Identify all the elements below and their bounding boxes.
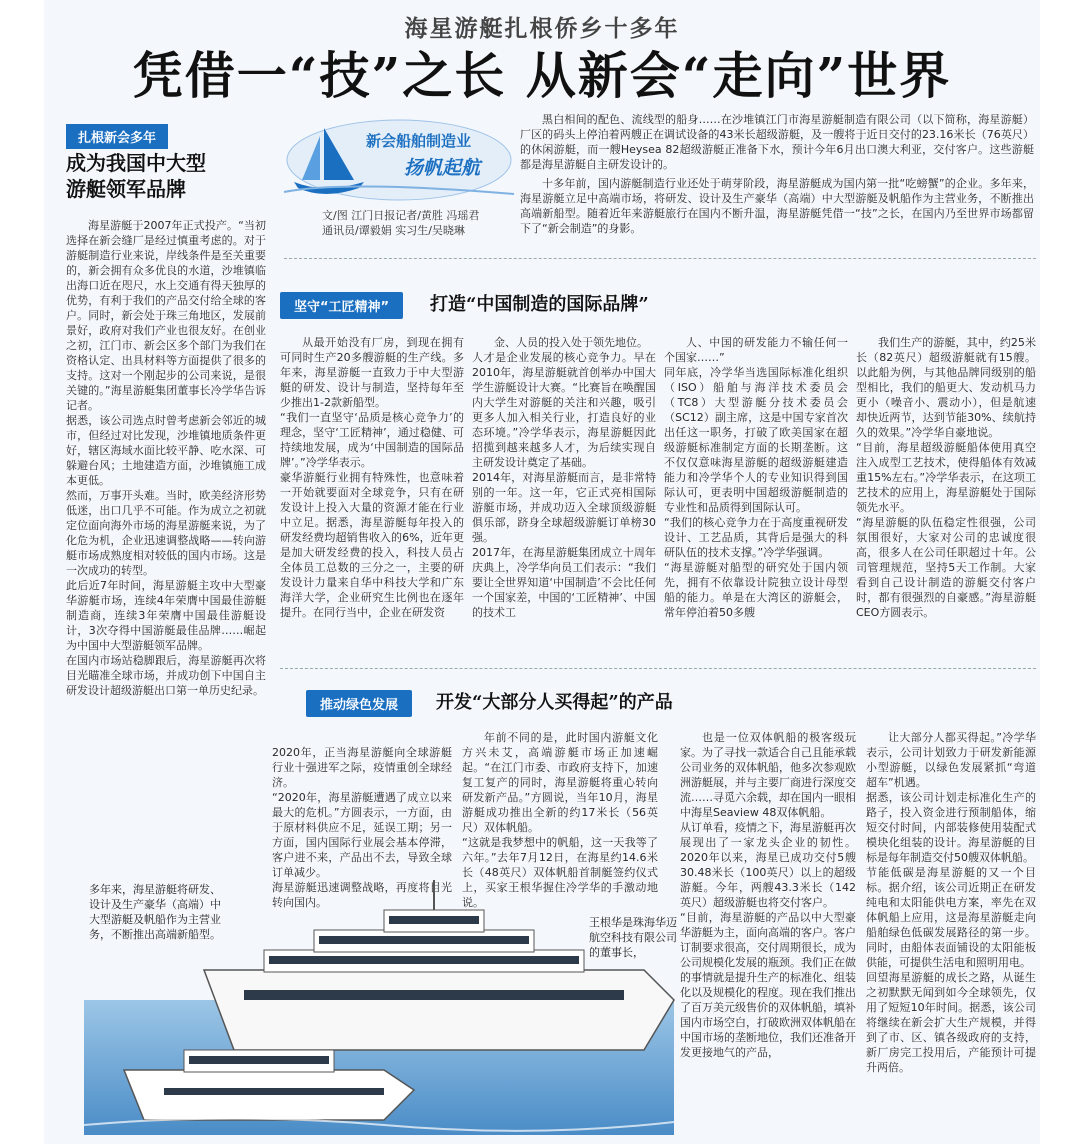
speaker-note: 王根华是珠海华迈航空科技有限公司的董事长， (589, 916, 677, 959)
section2-col4: 让大部分人都买得起。”冷学华表示，公司计划致力于研发新能源小型游艇，以绿色发展紧抓“弯道超车”机遇。 据悉，该公司计划走标准化生产的路子，投入资金进行预制船体，缩短交付时间，内部装修使用装配式模块化组装的设计。海星游艇的目标是每年制造交付50艘双体帆船。 节能低碳是海星游艇的又一个目标。据介绍，该公司近期正在研发纯电和太阳能供电方案，率先在双体帆船上应用，这是海星游艇走向船舶绿色低碳发展路径的第一步。同时，由船体表面铺设的太阳能板供能，可提供生活电和照明用电。 回望海星游艇的成长之路，从诞生之初默默无闻到如今全球领先，仅用了短短10年时间。据悉，该公司将继续在新会扩大生产规模，并得到了市、区、镇各级政府的支持，新厂房完工投用后，产能预计可提升两倍。 (866, 731, 1036, 1074)
section2-col3: 也是一位双体帆船的极客级玩家。为了寻找一款适合自己且能承载公司业务的双体帆船，他多次参观欧洲游艇展，并与主要厂商进行深度交流……寻觅六余载，却在国内一眼相中海星Seaview 48双体帆船。 从订单看，疫情之下，海星游艇再次展现出了一家龙头企业的韧性。2020年以来，海星已成功交付5艘30.48米长（100英尺）以上的超级游艇。今年，两艘43.3米长（142英尺）超级游艇也将交付客户。 “目前，海星游艇的产品以中大型豪华游艇为主，面向高端的客户。客户订制要求很高，交付周期很长，成为公司规模化发展的瓶颈。我们正在做的事情就是提升生产的标准化、组装化以及规模化的程度。现在我们推出了百万美元级售价的双体帆船，填补国内市场空白，打破欧洲双体帆船在中国市场的垄断地位，我们还准备开发更接地气的产品， (680, 731, 856, 1059)
logo-line1: 新会船舶制造业 (366, 132, 472, 150)
section1-col3: 人、中国的研发能力不输任何一个国家……” 同年底，冷学华当选国际标准化组织（ISO）船舶与海洋技术委员会（TC8）大型游艇分技术委员会（SC12）副主席，这是中国专家首次出任这一职务，打破了欧美国家在超级游艇标准制定方面的长期垄断。这不仅仅意味海星游艇的超级游艇建造能力和冷学华个人的专业知识得到国际认可，更表明中国超级游艇制造的专业性和品质得到国际认可。 “我们的核心竞争力在于高度重视研发设计、工艺品质，其背后是强大的科研队伍的技术支撑。”冷学华强调。 “海星游艇对船型的研究处于国内领先，拥有不依靠设计院独立设计母型船的能力。单是在大湾区的游艇会，常年停泊着50多艘 (664, 336, 848, 619)
divider-top (284, 258, 1036, 259)
section1-col2: 金、人员的投入处于领先地位。 人才是企业发展的核心竞争力。早在2010年，海星游艇就首创举办中国大学生游艇设计大赛。“比赛旨在唤醒国内大学生对游艇的关注和兴趣，吸引更多人加入相关行业，打造良好的业态环境。”冷学华表示，海星游艇因此招揽到越来越多人才，为后续实现自主研发设计奠定了基础。 2014年，对海星游艇而言，是非常特别的一年。这一年，它正式亮相国际游艇市场，并成功迈入全球顶级游艇俱乐部，跻身全球超级游艇订单榜30强。 2017年，在海星游艇集团成立十周年庆典上，冷学华向员工们表示：“我们要让全世界知道‘中国制造’不会比任何一个国家差，中国的‘工匠精神’、中国的技术工 (472, 336, 656, 619)
section2-col1-text: 2020年，正当海星游艇向全球游艇行业十强进军之际，疫情重创全球经济。 “2020年，海星游艇遭遇了成立以来最大的危机。”方圆表示，一方面，由于原材料供应不足，延误工期；另一方面，国内国际行业展会基本停滞，客户进不来，产品出不去，导致全球订单减少。 海星游艇迅速调整战略，再度将目光转向国内。 (272, 746, 452, 909)
large-yacht-icon (204, 880, 674, 1050)
section1-col4: 我们生产的游艇，其中，约25米长（82英尺）超级游艇就有15艘。以此船为例，与其他品牌同级别的船型相比，我们的船更大、发动机马力更小（噪音小、震动小），但是航速却快近两节，达到节能30%、续航持久的效果。”冷学华自豪地说。 “目前，海星超级游艇船体使用真空注入成型工艺技术，使得船体有效减重15%左右。”冷学华表示，在这项工艺技术的应用上，海星游艇处于国际领先水平。 “海星游艇的队伍稳定性很强，公司氛围很好，大家对公司的忠诚度很高，很多人在公司任职超过十年。公司管理规范，坚持5天工作制。大家看到自己设计制造的游艇交付客户时，都有很强烈的自豪感。”海星游艇CEO方圆表示。 (856, 336, 1036, 619)
byline-line2: 通讯员/谭毅娟 实习生/吴晓琳 (322, 224, 465, 237)
sidebar-title-line1: 成为我国中大型 (66, 151, 206, 175)
newspaper-page (44, 0, 1040, 1144)
byline-line1: 文/图 江门日报记者/黄胜 冯瑶君 (322, 209, 480, 222)
sidebar-title-line2: 游艇领军品牌 (66, 177, 186, 201)
section2-tag: 推动绿色发展 (306, 690, 412, 717)
byline (322, 208, 479, 238)
headline: 凭借一“技”之长 从新会“走向”世界 (132, 46, 952, 105)
kicker: 海星游艇扎根侨乡十多年 (404, 16, 680, 42)
section1-title: 打造“中国制造的国际品牌” (430, 294, 649, 315)
sidebar-body: 海星游艇于2007年正式投产。“当初选择在新会缝厂是经过慎重考虑的。对于游艇制造行业来说，岸线条件是至关重要的，新会拥有众多优良的水道，沙堆镇临出海口近在咫尺，水上交通有得天独厚的优势，有利于我们的产品交付给全球的客户。同时，新会处于珠三角地区，发展前景好，政府对我们产业也很友好。在创业之初，江门市、新会区多个部门为我们在资格认定、出具材料等方面提供了很多的支持。这对一个刚起步的公司来说，是很关键的。”海星游艇集团董事长冷学华告诉记者。 据悉，该公司选点时曾考虑新会邻近的城市，但经过对比发现，沙堆镇地质条件更好，辖区海域水面比较平静、吃水深、可躲避台风；土地建造方面，沙堆镇施工成本更低。 然而，万事开头难。当时，欧美经济形势低迷，出口几乎不可能。作为成立之初就定位面向海外市场的海星游艇来说，为了化危为机，企业迅速调整战略——转向游艇市场成熟度相对较低的国内市场。这是一次成功的转型。 此后近7年时间，海星游艇主攻中大型豪华游艇市场，连续4年荣膺中国最佳游艇制造商，连续3年荣膺中国最佳游艇设计，3次夺得中国游艇最佳品牌……崛起为中国中大型游艇领军品牌。 在国内市场站稳脚跟后，海星游艇再次将目光瞄准全球市场，并成功创下中国自主研发设计超级游艇出口第一单历史纪录。 (66, 219, 266, 697)
shipbuilding-logo (284, 110, 514, 202)
logo-line2: 扬帆起航 (404, 157, 481, 179)
sidebar-tag: 扎根新会多年 (66, 124, 168, 149)
divider-mid (280, 668, 1036, 669)
sidebar-title (66, 150, 206, 202)
section2-col2: 年前不同的是，此时国内游艇文化方兴未艾，高端游艇市场正加速崛起。“在江门市委、市政府支持下，加速复工复产的同时，海星游艇将重心转向研发新产品。”方圆说，当年10月，海星游艇成功推出全新的约17米长（56英尺）双体帆船。 “这就是我梦想中的帆船，这一天我等了六年。”去年7月12日，在海星约14.6米长（48英尺）双体帆船首制艇签约仪式上，买家王根华握住冷学华的手激动地说。 (462, 731, 658, 909)
section1-col1: 从最开始没有厂房，到现在拥有可同时生产20多艘游艇的生产线。多年来，海星游艇一直致力于中大型游艇的研发、设计与制造，坚持每年至少推出1-2款新船型。 “我们一直坚守‘品质是核心竞争力’的理念，坚守‘工匠精神’，通过稳健、可持续地发展，成为‘中国制造的国际品牌’。”冷学华表示。 豪华游艇行业拥有特殊性，也意味着一开始就要面对全球竞争，只有在研发设计上投入大量的资源才能在行业中立足。据悉，海星游艇每年投入的研发经费均超销售收入的6%，近年更是加大研发经费的投入，科技人员占全体员工总数的三分之一，主要的研发设计力量来自华中科技大学和广东海洋大学，企业研究生比例也在逐年提升。在同行当中，企业在研发资 (280, 336, 464, 619)
section1-tag: 坚守“工匠精神” (280, 292, 403, 319)
intro-p1: 黑白相间的配色、流线型的船身……在沙堆镇江门市海星游艇制造有限公司（以下简称，海星游艇）厂区的码头上停泊着两艘正在调试设备的43米长超级游艇，及一艘将于近日交付的23.16米长（76英尺）的休闲游艇，而一艘Heysea 82超级游艇正准备下水，预计今年6月出口澳大利亚，交付客户。这些游艇都是海星游艇自主研发设计的。 (520, 113, 1034, 171)
intro-p2: 十多年前，国内游艇制造行业还处于萌芽阶段，海星游艇成为国内第一批“吃螃蟹”的企业。多年来，海星游艇立足中高端市场，将研发、设计及生产豪华（高端）中大型游艇及帆船作为主营业务，不断推出高端新船型。随着近年来游艇旅行在国内不断升温，海星游艇凭借一“技”之长，在国内乃至世界市场都留下了“新会制造”的身影。 (520, 177, 1034, 235)
section2-title: 开发“大部分人买得起”的产品 (436, 692, 673, 713)
photo-caption: 多年来，海星游艇将研发、设计及生产豪华（高端）中大型游艇及帆船作为主营业务，不断推出高端新船型。 (89, 883, 221, 941)
